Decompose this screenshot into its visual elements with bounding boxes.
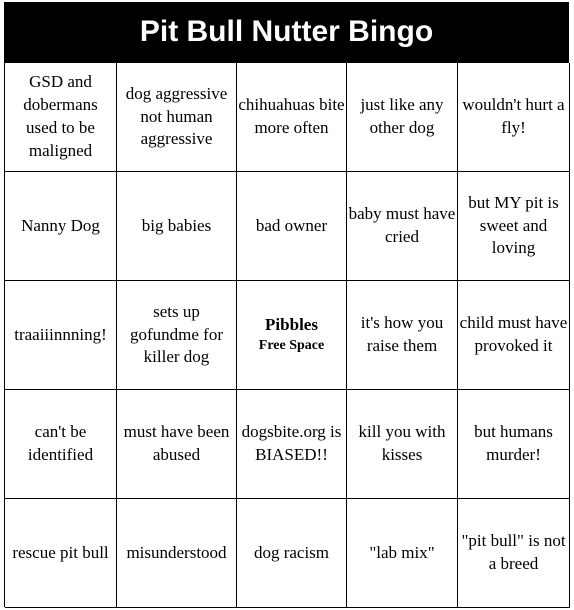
bingo-grid	[4, 62, 569, 607]
bingo-cell: kill you with kisses	[347, 390, 458, 499]
bingo-cell: big babies	[117, 172, 237, 281]
bingo-cell: child must have provoked it	[458, 281, 570, 390]
bingo-cell: "lab mix"	[347, 499, 458, 608]
bingo-cell: Nanny Dog	[5, 172, 117, 281]
bingo-cell: sets up gofundme for killer dog	[117, 281, 237, 390]
bingo-cell: can't be identified	[5, 390, 117, 499]
bingo-cell: rescue pit bull	[5, 499, 117, 608]
bingo-cell: but humans murder!	[458, 390, 570, 499]
free-space-label: Free Space	[258, 338, 325, 354]
bingo-cell: just like any other dog	[347, 63, 458, 172]
bingo-cell: wouldn't hurt a fly!	[458, 63, 570, 172]
bingo-cell: "pit bull" is not a breed	[458, 499, 570, 608]
bingo-cell: dog racism	[237, 499, 347, 608]
bingo-card	[4, 2, 569, 607]
bingo-cell: must have been abused	[117, 390, 237, 499]
bingo-cell: GSD and dobermans used to be maligned	[5, 63, 117, 172]
bingo-title: Pit Bull Nutter Bingo	[4, 2, 569, 62]
bingo-cell: traaiiinnning!	[5, 281, 117, 390]
bingo-cell: it's how you raise them	[347, 281, 458, 390]
bingo-cell: baby must have cried	[347, 172, 458, 281]
free-space-cell	[237, 281, 347, 390]
bingo-cell: misunderstood	[117, 499, 237, 608]
bingo-cell: dogsbite.org is BIASED!!	[237, 390, 347, 499]
bingo-cell: but MY pit is sweet and loving	[458, 172, 570, 281]
free-space-title: Pibbles	[265, 315, 318, 335]
bingo-cell: bad owner	[237, 172, 347, 281]
bingo-cell: chihuahuas bite more often	[237, 63, 347, 172]
bingo-cell: dog aggressive not human aggressive	[117, 63, 237, 172]
